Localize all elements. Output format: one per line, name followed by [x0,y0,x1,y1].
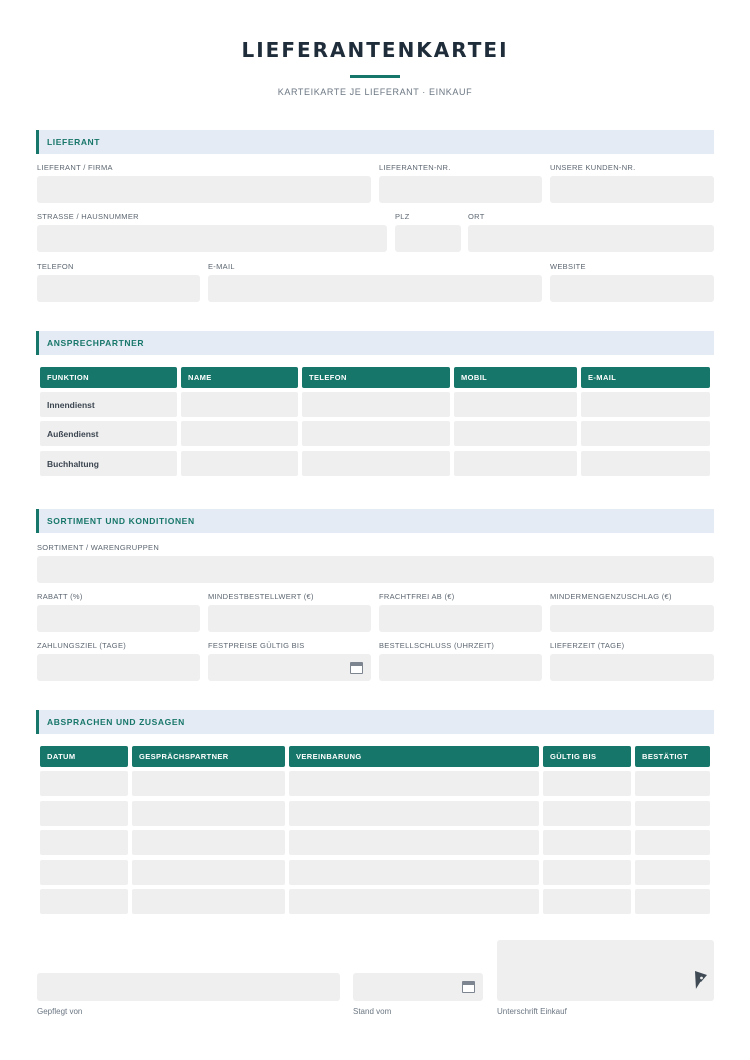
table-cell[interactable] [289,830,539,855]
festpreise-date-field[interactable] [208,654,371,681]
ort-field[interactable] [468,225,714,252]
column-header: MOBIL [454,367,577,388]
table-cell[interactable] [635,889,710,914]
label-frachtfrei: FRACHTFREI AB (€) [379,592,455,601]
section-ansprechpartner [36,331,714,355]
label-plz: PLZ [395,212,410,221]
title-underline [350,75,400,78]
label-strasse: STRASSE / HAUSNUMMER [37,212,139,221]
column-header: TELEFON [302,367,450,388]
section-lieferant [36,130,714,154]
column-header: E-MAIL [581,367,710,388]
page-title: LIEFERANTENKARTEI [241,38,509,62]
table-cell[interactable] [132,801,285,826]
table-cell[interactable] [289,889,539,914]
firma-field[interactable] [37,176,371,203]
table-cell[interactable] [289,860,539,885]
label-sortiment: SORTIMENT / WARENGRUPPEN [37,543,160,552]
table-cell[interactable] [302,451,450,476]
lieferanten-nr-field[interactable] [379,176,542,203]
gepflegt-von-field[interactable] [37,973,340,1001]
section-sortiment-heading: SORTIMENT UND KONDITIONEN [47,516,195,526]
column-header: BESTÄTIGT [635,746,710,767]
table-cell[interactable] [289,801,539,826]
column-header: GESPRÄCHSPARTNER [132,746,285,767]
table-cell[interactable] [635,860,710,885]
table-cell[interactable] [181,421,298,446]
label-ort: ORT [468,212,485,221]
table-cell[interactable] [40,801,128,826]
label-zahlungsziel: ZAHLUNGSZIEL (TAGE) [37,641,127,650]
email-field[interactable] [208,275,542,302]
table-cell[interactable] [581,421,710,446]
strasse-field[interactable] [37,225,387,252]
table-cell[interactable] [543,830,631,855]
label-kunden-nr: UNSERE KUNDEN-NR. [550,163,636,172]
label-email: E-MAIL [208,262,235,271]
label-lieferzeit: LIEFERZEIT (TAGE) [550,641,625,650]
table-cell[interactable] [132,860,285,885]
column-header: FUNKTION [40,367,177,388]
plz-field[interactable] [395,225,461,252]
table-row-label: Außendienst [40,421,177,446]
zahlungsziel-field[interactable] [37,654,200,681]
section-lieferant-heading: LIEFERANT [47,137,101,147]
label-firma: LIEFERANT / FIRMA [37,163,113,172]
kunden-nr-field[interactable] [550,176,714,203]
mindermengenzuschlag-field[interactable] [550,605,714,632]
signature-field[interactable] [497,940,714,1001]
calendar-icon[interactable] [350,662,363,674]
table-cell[interactable] [132,771,285,796]
section-absprachen-heading: ABSPRACHEN UND ZUSAGEN [47,717,185,727]
mindestbestellwert-field[interactable] [208,605,371,632]
label-lieferanten-nr: LIEFERANTEN-NR. [379,163,451,172]
column-header: VEREINBARUNG [289,746,539,767]
pen-nib-icon [693,970,709,992]
stand-vom-date-field[interactable] [353,973,483,1001]
table-cell[interactable] [543,801,631,826]
table-cell[interactable] [581,392,710,417]
table-cell[interactable] [454,392,577,417]
label-telefon: TELEFON [37,262,74,271]
table-cell[interactable] [635,830,710,855]
table-cell[interactable] [581,451,710,476]
table-cell[interactable] [40,860,128,885]
telefon-field[interactable] [37,275,200,302]
column-header: DATUM [40,746,128,767]
page-subtitle: KARTEIKARTE JE LIEFERANT · EINKAUF [277,87,473,97]
label-unterschrift: Unterschrift Einkauf [497,1007,567,1016]
table-cell[interactable] [302,421,450,446]
table-cell[interactable] [543,771,631,796]
table-cell[interactable] [40,889,128,914]
section-ansprechpartner-heading: ANSPRECHPARTNER [47,338,145,348]
table-cell[interactable] [132,830,285,855]
label-festpreise: FESTPREISE GÜLTIG BIS [208,641,305,650]
frachtfrei-field[interactable] [379,605,542,632]
website-field[interactable] [550,275,714,302]
table-cell[interactable] [40,771,128,796]
table-cell[interactable] [543,860,631,885]
table-cell[interactable] [543,889,631,914]
section-sortiment [36,509,714,533]
label-bestellschluss: BESTELLSCHLUSS (UHRZEIT) [379,641,495,650]
label-stand-vom: Stand vom [353,1007,392,1016]
label-mindermengenzuschlag: MINDERMENGENZUSCHLAG (€) [550,592,672,601]
sortiment-field[interactable] [37,556,714,583]
label-mindestbestellwert: MINDESTBESTELLWERT (€) [208,592,314,601]
table-cell[interactable] [454,451,577,476]
table-cell[interactable] [40,830,128,855]
section-absprachen [36,710,714,734]
column-header: NAME [181,367,298,388]
label-gepflegt-von: Gepflegt von [37,1007,83,1016]
bestellschluss-field[interactable] [379,654,542,681]
rabatt-field[interactable] [37,605,200,632]
column-header: GÜLTIG BIS [543,746,631,767]
table-cell[interactable] [454,421,577,446]
table-cell[interactable] [635,771,710,796]
table-row-label: Innendienst [40,392,177,417]
table-cell[interactable] [181,451,298,476]
table-cell[interactable] [302,392,450,417]
label-rabatt: RABATT (%) [37,592,83,601]
calendar-icon[interactable] [462,981,475,993]
lieferzeit-field[interactable] [550,654,714,681]
table-row-label: Buchhaltung [40,451,177,476]
table-cell[interactable] [132,889,285,914]
table-cell[interactable] [181,392,298,417]
table-cell[interactable] [635,801,710,826]
table-cell[interactable] [289,771,539,796]
label-website: WEBSITE [550,262,586,271]
